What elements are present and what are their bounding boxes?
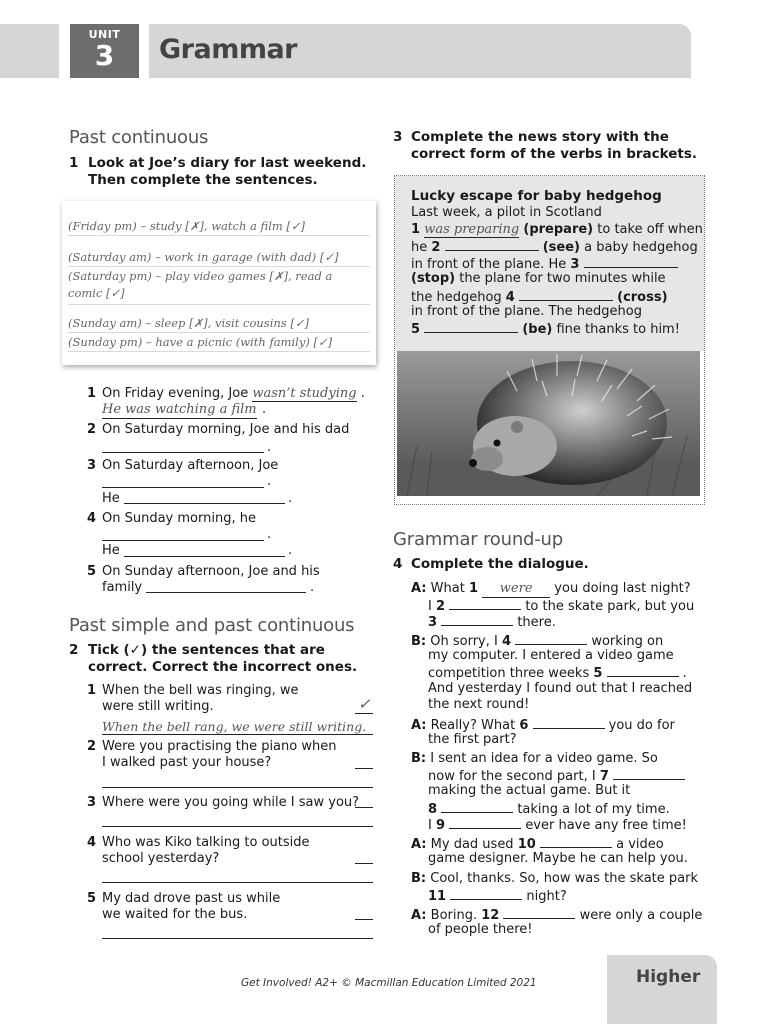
level-tab: [607, 955, 717, 1024]
answer-blank[interactable]: [102, 487, 264, 488]
answer-blank[interactable]: [146, 592, 306, 593]
item-number: 5: [87, 891, 97, 906]
story-text: the hedgehog: [411, 290, 502, 305]
answer-blank[interactable]: [540, 835, 612, 848]
dialogue-line: [428, 887, 567, 905]
dialogue-line: [411, 871, 698, 887]
item-prompt: On Sunday afternoon, Joe and his: [102, 564, 320, 579]
item-prompt: He: [102, 543, 120, 558]
answer-blank[interactable]: [503, 906, 575, 919]
answer-blank[interactable]: [124, 556, 285, 557]
item-prompt: we waited for the bus.: [102, 907, 248, 922]
story-line: Last week, a pilot in Scotland: [411, 205, 602, 220]
answer-blank[interactable]: [449, 597, 521, 610]
hedgehog-photo: [397, 351, 700, 496]
dialogue-text: I: [428, 818, 432, 833]
diary-note: [62, 201, 376, 365]
verb-prompt: (prepare): [523, 222, 594, 237]
answer-blank[interactable]: [607, 664, 679, 677]
answer-blank[interactable]: [445, 238, 539, 251]
period: .: [267, 527, 272, 542]
level-label: Higher: [636, 967, 701, 987]
unit-label: UNIT: [88, 28, 121, 41]
dialogue-line: the next round!: [428, 697, 530, 712]
answer-blank[interactable]: [124, 503, 285, 504]
item-prompt: When the bell was ringing, we: [102, 683, 299, 698]
story-text: the plane for two minutes while: [459, 271, 666, 286]
exercise-1-number: 1: [69, 155, 79, 171]
dialogue-text: competition three weeks: [428, 666, 590, 681]
footer-copyright: Get Involved! A2+ © Macmillan Education Limited 2021: [241, 977, 537, 989]
answer-blank[interactable]: [584, 255, 678, 268]
dialogue-text: now for the second part, I: [428, 769, 596, 784]
exercise-3-number: 3: [393, 129, 403, 145]
unit-number: 3: [94, 39, 115, 72]
exercise-3-instruction: Complete the news story with the correct form of the verbs in brackets.: [411, 129, 698, 162]
blank-number: 9: [435, 818, 446, 833]
answer-line[interactable]: [102, 938, 373, 939]
answer-blank[interactable]: [449, 816, 521, 829]
item-number: 2: [87, 422, 97, 437]
blank-number: 2: [431, 240, 441, 255]
header-left-bar: [0, 24, 59, 78]
tick-blank[interactable]: [355, 919, 373, 920]
dialogue-text: taking a lot of my time.: [517, 802, 670, 817]
speaker-a: A:: [411, 837, 427, 852]
tick-mark: ✓: [358, 695, 371, 713]
period: .: [310, 580, 315, 595]
section-title-past-continuous: Past continuous: [69, 127, 209, 148]
dialogue-text: there.: [517, 615, 556, 630]
answer-example: were: [482, 581, 550, 598]
item-number: 3: [87, 795, 97, 810]
answer-blank[interactable]: [450, 887, 522, 900]
blank-number: 3: [570, 257, 580, 272]
dialogue-text: I sent an idea for a video game. So: [430, 751, 658, 766]
exercise-2-instruction: Tick (✓) the sentences that are correct. Correct the incorrect ones.: [88, 642, 358, 675]
section-title-grammar-round-up: Grammar round-up: [393, 529, 563, 550]
speaker-a: A:: [411, 718, 427, 733]
story-line: [411, 222, 701, 238]
header-title-bar: [149, 24, 691, 78]
dialogue-text: What: [430, 581, 465, 596]
period: .: [267, 440, 272, 455]
answer-blank[interactable]: [533, 716, 605, 729]
dialogue-line: the first part?: [428, 732, 517, 747]
period: .: [288, 543, 293, 558]
item-prompt: On Sunday morning, he: [102, 511, 256, 526]
speaker-b: B:: [411, 634, 427, 649]
dialogue-line: [428, 613, 556, 631]
story-text: he: [411, 240, 428, 255]
dialogue-text: a video: [616, 837, 664, 852]
answer-line[interactable]: [102, 826, 373, 827]
answer-example: was preparing: [424, 222, 520, 237]
exercise-4-number: 4: [393, 556, 403, 572]
answer-line[interactable]: [102, 734, 373, 735]
blank-number: 8: [428, 802, 438, 817]
blank-number: 3: [428, 615, 438, 630]
dialogue-text: Oh sorry, I: [430, 634, 498, 649]
story-text: a baby hedgehog: [584, 240, 698, 255]
dialogue-text: you doing last night?: [554, 581, 691, 596]
item-number: 4: [87, 511, 97, 526]
hedgehog-icon: [397, 351, 700, 496]
story-line: [411, 238, 698, 256]
story-text: in front of the plane. He: [411, 257, 567, 272]
tick-blank[interactable]: [355, 807, 373, 808]
dialogue-text: Boring.: [430, 908, 478, 923]
blank-number: 11: [428, 889, 447, 904]
news-story-box: [394, 175, 705, 505]
section-title-past-simple: Past simple and past continuous: [69, 615, 355, 636]
tick-blank[interactable]: [355, 713, 373, 714]
dialogue-line: [428, 816, 687, 834]
exercise-4-instruction: Complete the dialogue.: [411, 556, 589, 572]
blank-number: 4: [501, 634, 512, 649]
item-number: 2: [87, 739, 97, 754]
tick-blank[interactable]: [355, 768, 373, 769]
dialogue-line: [411, 581, 691, 598]
diary-entry: (Sunday am) – sleep [✗], visit cousins [✓]: [68, 316, 370, 333]
dialogue-text: working on: [591, 634, 664, 649]
tick-blank[interactable]: [355, 863, 373, 864]
item-prompt: On Saturday afternoon, Joe: [102, 458, 279, 473]
answer-blank[interactable]: [102, 452, 264, 453]
dialogue-text: to the skate park, but you: [525, 599, 695, 614]
story-line: in front of the plane. The hedgehog: [411, 304, 642, 319]
item-prompt: He: [102, 491, 120, 506]
blank-number: 12: [481, 908, 500, 923]
item-number: 3: [87, 458, 97, 473]
item-number: 1: [87, 683, 97, 698]
blank-number: 10: [517, 837, 536, 852]
answer-blank[interactable]: [424, 320, 518, 333]
dialogue-line: And yesterday I found out that I reached: [428, 681, 693, 696]
period: .: [267, 474, 272, 489]
story-text: to take off when: [597, 222, 703, 237]
dialogue-line: my computer. I entered a video game: [428, 648, 674, 663]
dialogue-line: of people there!: [428, 922, 533, 937]
speaker-a: A:: [411, 908, 427, 923]
blank-number: 1: [411, 222, 421, 237]
item-prompt: Where were you going while I saw you?: [102, 795, 360, 810]
period: .: [262, 402, 267, 417]
dialogue-text: My dad used: [430, 837, 514, 852]
blank-number: 5: [411, 322, 421, 337]
answer-blank[interactable]: [102, 540, 264, 541]
answer-example: He was watching a film: [102, 402, 257, 417]
item-number: 5: [87, 564, 97, 579]
answer-line[interactable]: [102, 882, 373, 883]
item-prompt: school yesterday?: [102, 851, 220, 866]
blank-number: 1: [468, 581, 479, 596]
page-title: Grammar: [159, 34, 297, 65]
answer-example: wasn’t studying: [252, 386, 357, 401]
story-line: [411, 271, 666, 287]
item-prompt: On Friday evening, Joe: [102, 386, 249, 401]
answer-blank[interactable]: [441, 613, 513, 626]
verb-prompt: (cross): [617, 290, 668, 305]
speaker-b: B:: [411, 871, 427, 886]
diary-entry: (Saturday pm) – play video games [✗], read a comic [✓]: [68, 268, 370, 305]
blank-number: 6: [519, 718, 529, 733]
story-line: [411, 320, 680, 338]
period: .: [288, 491, 293, 506]
dialogue-text: you do for: [608, 718, 675, 733]
dialogue-text: I: [428, 599, 432, 614]
item-prompt: On Saturday morning, Joe and his dad: [102, 422, 350, 437]
dialogue-line: [411, 751, 658, 767]
answer-blank[interactable]: [613, 767, 685, 780]
answer-blank[interactable]: [519, 288, 613, 301]
verb-prompt: (be): [522, 322, 553, 337]
exercise-2-number: 2: [69, 642, 79, 658]
unit-box: [70, 24, 139, 78]
verb-prompt: (stop): [411, 271, 456, 286]
dialogue-text: ever have any free time!: [525, 818, 687, 833]
dialogue-line: making the actual game. But it: [428, 783, 631, 798]
item-text: On Friday evening, Joe wasn’t studying .: [102, 386, 365, 401]
item-number: 1: [87, 386, 97, 401]
story-text: fine thanks to him!: [556, 322, 680, 337]
dialogue-text: Really? What: [430, 718, 516, 733]
speaker-b: B:: [411, 751, 427, 766]
diary-entry: (Sunday pm) – have a picnic (with family) [✓]: [68, 335, 370, 352]
item-prompt: Were you practising the piano when: [102, 739, 337, 754]
blank-number: 5: [593, 666, 603, 681]
answer-line[interactable]: [102, 787, 373, 788]
answer-blank[interactable]: [441, 800, 513, 813]
item-number: 4: [87, 835, 97, 850]
answer-blank[interactable]: [515, 632, 587, 645]
speaker-a: A:: [411, 581, 427, 596]
item-prompt: Who was Kiko talking to outside: [102, 835, 310, 850]
dialogue-text: night?: [526, 889, 567, 904]
story-title: Lucky escape for baby hedgehog: [411, 188, 662, 204]
exercise-1-instruction: Look at Joe’s diary for last weekend. Then complete the sentences.: [88, 155, 367, 188]
diary-entry: (Friday pm) – study [✗], watch a film [✓]: [68, 219, 370, 236]
verb-prompt: (see): [542, 240, 580, 255]
blank-number: 7: [599, 769, 609, 784]
dialogue-text: were only a couple: [579, 908, 703, 923]
item-prompt: My dad drove past us while: [102, 891, 281, 906]
dialogue-line: competition three weeks 5 .: [428, 666, 687, 681]
item-prompt: were still writing.: [102, 699, 214, 714]
diary-entry: (Saturday am) – work in garage (with dad) [✓]: [68, 250, 370, 267]
item-prompt: family: [102, 580, 143, 595]
dialogue-line: game designer. Maybe he can help you.: [428, 851, 688, 866]
item-prompt: I walked past your house?: [102, 755, 272, 770]
blank-number: 2: [435, 599, 446, 614]
blank-number: 4: [505, 290, 515, 305]
dialogue-text: Cool, thanks. So, how was the skate park: [430, 871, 698, 886]
answer-example: When the bell rang, we were still writing.: [102, 719, 367, 734]
